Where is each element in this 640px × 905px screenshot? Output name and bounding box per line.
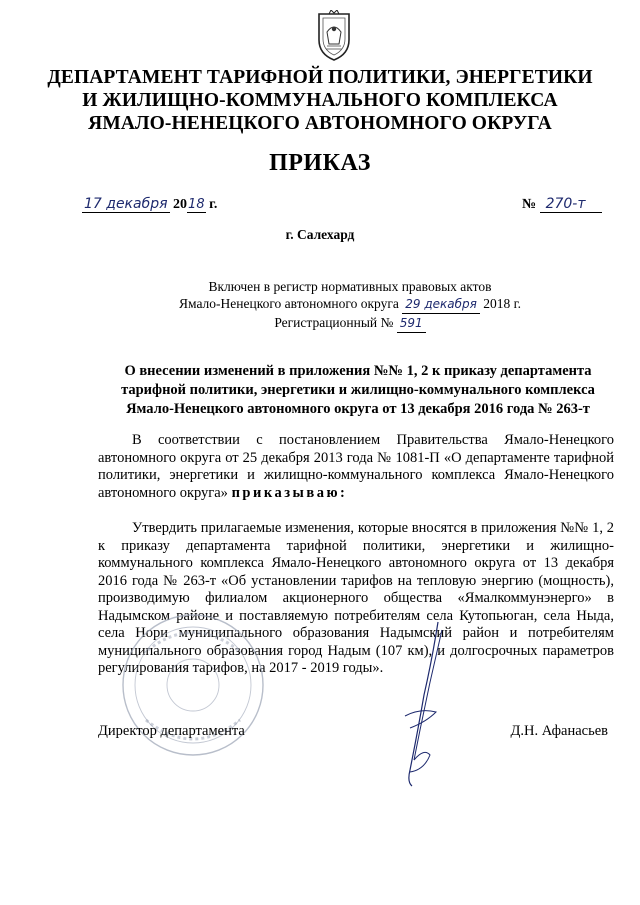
department-line-1: ДЕПАРТАМЕНТ ТАРИФНОЙ ПОЛИТИКИ, ЭНЕРГЕТИКИ <box>47 67 593 88</box>
registry-line-3 <box>160 314 540 333</box>
city: г. Салехард <box>285 227 355 242</box>
handwritten-date: 17 декабря <box>84 196 168 212</box>
paragraph-basis-text: В соответствии с постановлением Правительства Ямало-Ненецкого автономного округа от 25 декабря 2013 года № 1081-П «О департаменте тарифной политики, энергетики и жилищно-коммунального комплекса Ямало-Ненецкого автономного округа» <box>98 432 614 501</box>
subject-line-1: О внесении изменений в приложения №№ 1, 2 к приказу департамента <box>124 363 592 379</box>
order-number <box>522 196 602 213</box>
paragraph-basis <box>98 432 614 502</box>
year-suffix: г. <box>209 197 218 212</box>
order-date <box>82 196 217 218</box>
coat-of-arms-icon <box>315 10 353 62</box>
registry-number-label: Регистрационный № <box>274 315 394 330</box>
department-line-2: И ЖИЛИЩНО-КОММУНАЛЬНОГО КОМПЛЕКСА <box>82 90 558 111</box>
document-type-title: ПРИКАЗ <box>269 150 371 176</box>
decree-word: приказываю: <box>231 484 348 501</box>
year-prefix: 20 <box>173 197 188 212</box>
department-line-3: ЯМАЛО-НЕНЕЦКОГО АВТОНОМНОГО ОКРУГА <box>88 113 552 134</box>
subject-line-3: Ямало-Ненецкого автономного округа от 13 декабря 2016 года № 263-т <box>126 401 590 417</box>
number-prefix: № <box>522 197 537 212</box>
registry-note <box>160 278 540 333</box>
handwritten-registry-date: 29 декабря <box>402 296 480 314</box>
subject-line-2: тарифной политики, энергетики и жилищно-коммунального комплекса <box>121 382 595 398</box>
handwritten-year: 18 <box>188 197 205 212</box>
order-subject <box>98 362 618 419</box>
registry-line-1: Включен в регистр нормативных правовых актов <box>208 279 492 294</box>
signatory-name: Д.Н. Афанасьев <box>510 723 608 739</box>
signature <box>380 620 460 790</box>
registry-year: 2018 г. <box>483 296 522 311</box>
signatory-position: Директор департамента <box>98 723 245 739</box>
registry-line-2 <box>160 295 540 314</box>
registry-region: Ямало-Ненецкого автономного округа <box>178 296 399 311</box>
paragraph-approval: Утвердить прилагаемые изменения, которые вносятся в приложения №№ 1, 2 к приказу департамента тарифной политики, энергетики и жилищно-коммунального комплекса Ямало-Ненецкого автономного округа от 13 декабря 2016 года № 263-т «Об установлении тарифов на тепловую энергию (мощность), производимую филиалом акционерного общества «Ямалкоммунэнерго» в Надымском районе и поставляемую потребителям села Кутопьюган, села Ныда, села Нори муниципального образования Надымский район и потребителям муниципального образования город Надым (107 км), и долгосрочных параметров регулирования тарифов, на 2017 - 2019 годы». <box>98 520 614 676</box>
department-header <box>40 66 600 135</box>
handwritten-number: 270-т <box>540 196 602 213</box>
handwritten-registry-number: 591 <box>397 315 426 333</box>
